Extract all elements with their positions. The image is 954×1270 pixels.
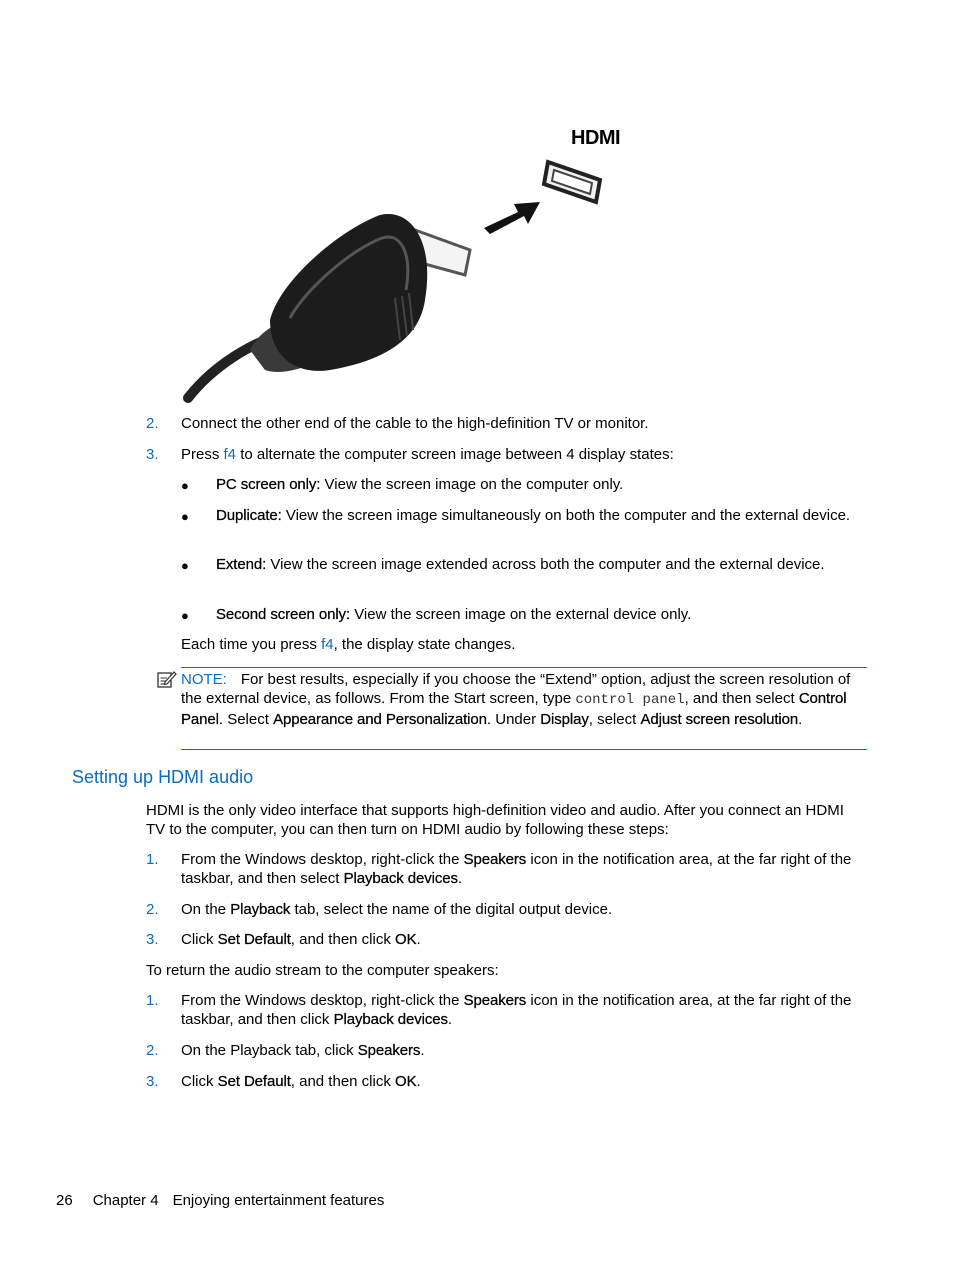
step-text: From the Windows desktop, right-click the Speakers icon in the notification area, at the far right of the taskbar, and then click Playback devices.	[181, 992, 852, 1028]
step-text: From the Windows desktop, right-click the Speakers icon in the notification area, at the far right of the taskbar, and then select Playback devices.	[181, 851, 852, 887]
step-text: Click Set Default, and then click OK.	[181, 931, 421, 948]
note-label: NOTE:	[181, 671, 227, 688]
hdmi-cable-plug-icon	[170, 210, 480, 405]
section-heading: Setting up HDMI audio	[72, 767, 254, 787]
step-number: 2.	[146, 415, 159, 432]
list-item: PC screen only: View the screen image on the computer only.	[216, 476, 624, 493]
bullet-icon: ●	[181, 478, 189, 493]
step-number: 2.	[146, 1042, 159, 1059]
bullet-icon: ●	[181, 608, 189, 623]
note-text: NOTE: For best results, especially if you choose the “Extend” option, adjust the screen resolution of the external device, as follows. From the Start screen, type control panel, and then select Control Panel. Select Appearance and Personalization. Under Display, select Adjust screen resolution.	[181, 671, 851, 728]
step-text: Click Set Default, and then click OK.	[181, 1073, 421, 1090]
bullet-icon: ●	[181, 558, 189, 573]
paragraph: Each time you press f4, the display state changes.	[181, 636, 516, 653]
hdmi-illustration	[170, 120, 630, 405]
step-number: 2.	[146, 901, 159, 918]
step-text: Press f4 to alternate the computer screen image between 4 display states:	[181, 446, 674, 463]
step-number: 3.	[146, 446, 159, 463]
list-item: Extend: View the screen image extended across both the computer and the external device.	[216, 556, 825, 573]
note-top-rule	[181, 667, 867, 668]
bullet-icon: ●	[181, 509, 189, 524]
chapter-title: Enjoying entertainment features	[172, 1192, 385, 1209]
note-pencil-icon	[157, 670, 177, 689]
step-number: 1.	[146, 851, 159, 868]
hdmi-port-label: HDMI	[571, 127, 621, 149]
paragraph: To return the audio stream to the computer speakers:	[146, 962, 499, 979]
hdmi-port-icon	[540, 156, 606, 208]
step-number: 1.	[146, 992, 159, 1009]
step-text: On the Playback tab, click Speakers.	[181, 1042, 425, 1059]
step-text: On the Playback tab, select the name of the digital output device.	[181, 901, 613, 918]
step-number: 3.	[146, 1073, 159, 1090]
page-number: 26	[56, 1192, 73, 1209]
page-footer	[56, 1191, 384, 1210]
insert-arrow-icon	[480, 198, 544, 238]
chapter-label: Chapter 4	[92, 1192, 159, 1209]
list-item: Second screen only: View the screen image on the external device only.	[216, 606, 692, 623]
key-f4-link[interactable]: f4	[223, 446, 237, 463]
note-bottom-rule	[181, 749, 867, 750]
step-number: 3.	[146, 931, 159, 948]
list-item: Duplicate: View the screen image simultaneously on both the computer and the external device.	[216, 507, 851, 524]
key-f4-link[interactable]: f4	[321, 636, 334, 653]
step-text: Connect the other end of the cable to the high-definition TV or monitor.	[181, 415, 649, 432]
intro-paragraph: HDMI is the only video interface that supports high-definition video and audio. After you connect an HDMI TV to the computer, you can then turn on HDMI audio by following these steps:	[146, 802, 844, 838]
